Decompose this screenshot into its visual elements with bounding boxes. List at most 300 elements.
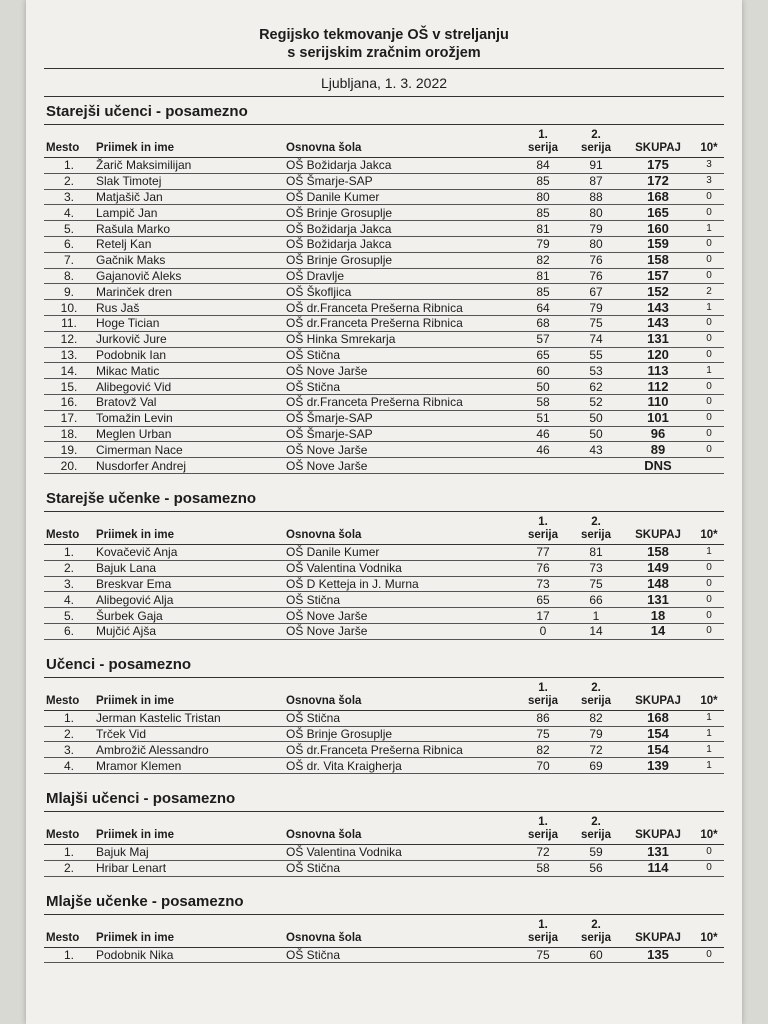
cell-ten: 1 (694, 758, 724, 774)
cell-mesto: 14. (44, 363, 94, 379)
table-row (44, 592, 724, 608)
cell-ten: 0 (694, 623, 724, 639)
cell-name: Retelj Kan (94, 236, 284, 252)
table-row (44, 560, 724, 576)
cell-name: Podobnik Ian (94, 347, 284, 363)
cell-name: Mikac Matic (94, 363, 284, 379)
cell-serija-1: 80 (516, 189, 570, 205)
table-row (44, 726, 724, 742)
cell-name: Gajanovič Aleks (94, 268, 284, 284)
cell-total: 158 (622, 544, 694, 560)
cell-mesto: 5. (44, 221, 94, 237)
table-row (44, 442, 724, 458)
table-row (44, 173, 724, 189)
cell-total: 160 (622, 221, 694, 237)
cell-ten (694, 458, 724, 474)
cell-serija-2: 60 (570, 947, 622, 963)
cell-name: Marinček dren (94, 284, 284, 300)
cell-ten: 0 (694, 189, 724, 205)
table-row (44, 189, 724, 205)
header-total: SKUPAJ (622, 812, 694, 845)
table-row (44, 758, 724, 774)
cell-name: Ambrožič Alessandro (94, 742, 284, 758)
cell-serija-1: 0 (516, 623, 570, 639)
cell-serija-1: 85 (516, 284, 570, 300)
cell-total: 175 (622, 158, 694, 174)
cell-mesto: 2. (44, 860, 94, 876)
header-serija-1-number: 1. (538, 681, 548, 694)
cell-serija-1: 75 (516, 947, 570, 963)
cell-total: DNS (622, 458, 694, 474)
cell-ten: 0 (694, 394, 724, 410)
cell-serija-1: 76 (516, 560, 570, 576)
cell-serija-2: 76 (570, 268, 622, 284)
header-serija-2-number: 2. (591, 681, 601, 694)
cell-ten: 0 (694, 426, 724, 442)
table-header-row (44, 512, 724, 545)
results-section (44, 887, 724, 964)
results-table (44, 678, 724, 774)
results-sections (26, 97, 742, 963)
cell-serija-1: 65 (516, 592, 570, 608)
place-date: Ljubljana, 1. 3. 2022 (320, 75, 448, 91)
table-row (44, 394, 724, 410)
header-ten: 10* (694, 125, 724, 158)
cell-total: 114 (622, 860, 694, 876)
header-serija-2 (570, 915, 622, 948)
cell-mesto: 2. (44, 726, 94, 742)
cell-serija-1: 17 (516, 608, 570, 624)
cell-total: 113 (622, 363, 694, 379)
cell-serija-1: 86 (516, 710, 570, 726)
cell-total: 158 (622, 252, 694, 268)
cell-serija-1: 73 (516, 576, 570, 592)
cell-mesto: 8. (44, 268, 94, 284)
table-row (44, 379, 724, 395)
cell-ten: 0 (694, 315, 724, 331)
header-school: Osnovna šola (284, 125, 516, 158)
cell-school: OŠ Božidarja Jakca (284, 158, 516, 174)
section-title: Mlajše učenke - posamezno (44, 887, 724, 915)
header-serija-2-word: serija (580, 828, 612, 841)
cell-total: 135 (622, 947, 694, 963)
cell-mesto: 1. (44, 947, 94, 963)
header-serija-1 (516, 915, 570, 948)
cell-serija-2: 75 (570, 576, 622, 592)
cell-school: OŠ Brinje Grosuplje (284, 726, 516, 742)
header-serija-1-word: serija (527, 931, 559, 944)
cell-ten: 1 (694, 300, 724, 316)
header-serija-1-number: 1. (538, 129, 548, 141)
cell-serija-1: 46 (516, 426, 570, 442)
table-row (44, 860, 724, 876)
title-line-2: s serijskim zračnim orožjem (287, 45, 481, 61)
cell-school: OŠ Nove Jarše (284, 363, 516, 379)
cell-mesto: 15. (44, 379, 94, 395)
cell-serija-1: 77 (516, 544, 570, 560)
cell-name: Slak Timotej (94, 173, 284, 189)
cell-ten: 0 (694, 205, 724, 221)
header-serija-1 (516, 812, 570, 845)
header-name: Priimek in ime (94, 812, 284, 845)
cell-ten: 1 (694, 742, 724, 758)
cell-name: Šurbek Gaja (94, 608, 284, 624)
cell-mesto: 3. (44, 742, 94, 758)
cell-ten: 0 (694, 442, 724, 458)
header-school: Osnovna šola (284, 678, 516, 711)
header-serija-1 (516, 512, 570, 545)
table-row (44, 608, 724, 624)
table-header-row (44, 812, 724, 845)
results-section (44, 650, 724, 774)
cell-total: 143 (622, 300, 694, 316)
cell-serija-1: 85 (516, 205, 570, 221)
cell-ten: 0 (694, 860, 724, 876)
cell-serija-2: 55 (570, 347, 622, 363)
table-header-row (44, 915, 724, 948)
cell-serija-2: 62 (570, 379, 622, 395)
cell-total: 168 (622, 189, 694, 205)
cell-mesto: 20. (44, 458, 94, 474)
results-table (44, 812, 724, 877)
header-serija-1-word: serija (527, 694, 559, 707)
cell-mesto: 4. (44, 592, 94, 608)
cell-name: Matjašič Jan (94, 189, 284, 205)
cell-school: OŠ Šmarje-SAP (284, 173, 516, 189)
cell-school: OŠ Stična (284, 947, 516, 963)
cell-total: 159 (622, 236, 694, 252)
cell-ten: 1 (694, 363, 724, 379)
cell-mesto: 6. (44, 623, 94, 639)
header-ten: 10* (694, 678, 724, 711)
table-row (44, 544, 724, 560)
cell-name: Podobnik Nika (94, 947, 284, 963)
header-total: SKUPAJ (622, 512, 694, 545)
cell-mesto: 2. (44, 173, 94, 189)
cell-ten: 0 (694, 560, 724, 576)
cell-serija-2: 43 (570, 442, 622, 458)
cell-total: 96 (622, 426, 694, 442)
title-line-1: Regijsko tekmovanje OŠ v streljanju (259, 27, 509, 43)
header-mesto: Mesto (44, 125, 94, 158)
table-row (44, 158, 724, 174)
header-school: Osnovna šola (284, 915, 516, 948)
cell-name: Bajuk Maj (94, 844, 284, 860)
cell-total: 14 (622, 623, 694, 639)
cell-mesto: 3. (44, 189, 94, 205)
cell-total: 168 (622, 710, 694, 726)
cell-school: OŠ Valentina Vodnika (284, 560, 516, 576)
cell-serija-2 (570, 458, 622, 474)
cell-mesto: 11. (44, 315, 94, 331)
document-title (26, 26, 742, 62)
cell-serija-1: 64 (516, 300, 570, 316)
cell-serija-2: 80 (570, 236, 622, 252)
section-gap (26, 640, 742, 650)
cell-total: 148 (622, 576, 694, 592)
results-sheet (26, 0, 742, 1024)
cell-serija-1: 70 (516, 758, 570, 774)
header-serija-2-number: 2. (591, 129, 601, 141)
table-row (44, 410, 724, 426)
cell-ten: 0 (694, 844, 724, 860)
cell-total: 131 (622, 844, 694, 860)
table-row (44, 268, 724, 284)
cell-ten: 0 (694, 576, 724, 592)
cell-name: Tomažin Levin (94, 410, 284, 426)
table-row (44, 284, 724, 300)
header-serija-2-word: serija (580, 694, 612, 707)
table-row (44, 252, 724, 268)
cell-total: 157 (622, 268, 694, 284)
cell-serija-2: 74 (570, 331, 622, 347)
cell-serija-2: 56 (570, 860, 622, 876)
cell-name: Bajuk Lana (94, 560, 284, 576)
header-serija-2 (570, 125, 622, 158)
results-section (44, 784, 724, 877)
cell-school: OŠ Brinje Grosuplje (284, 205, 516, 221)
cell-total: 101 (622, 410, 694, 426)
cell-school: OŠ Šmarje-SAP (284, 426, 516, 442)
cell-school: OŠ Stična (284, 592, 516, 608)
section-gap (26, 774, 742, 784)
cell-total: 112 (622, 379, 694, 395)
cell-serija-1: 82 (516, 742, 570, 758)
cell-mesto: 5. (44, 608, 94, 624)
header-mesto: Mesto (44, 678, 94, 711)
cell-mesto: 16. (44, 394, 94, 410)
cell-serija-2: 81 (570, 544, 622, 560)
cell-mesto: 6. (44, 236, 94, 252)
cell-mesto: 18. (44, 426, 94, 442)
cell-mesto: 1. (44, 158, 94, 174)
cell-name: Cimerman Nace (94, 442, 284, 458)
cell-serija-1: 75 (516, 726, 570, 742)
cell-ten: 1 (694, 544, 724, 560)
cell-school: OŠ Danile Kumer (284, 189, 516, 205)
cell-name: Alibegović Vid (94, 379, 284, 395)
cell-mesto: 17. (44, 410, 94, 426)
cell-name: Mramor Klemen (94, 758, 284, 774)
cell-mesto: 1. (44, 544, 94, 560)
table-row (44, 205, 724, 221)
cell-serija-1: 65 (516, 347, 570, 363)
cell-school: OŠ Stična (284, 710, 516, 726)
cell-serija-1: 50 (516, 379, 570, 395)
cell-serija-2: 59 (570, 844, 622, 860)
cell-serija-2: 14 (570, 623, 622, 639)
header-total: SKUPAJ (622, 678, 694, 711)
table-row (44, 458, 724, 474)
header-serija-1-number: 1. (538, 515, 548, 528)
header-serija-1-word: serija (527, 142, 559, 154)
cell-mesto: 4. (44, 758, 94, 774)
table-row (44, 844, 724, 860)
cell-name: Nusdorfer Andrej (94, 458, 284, 474)
cell-serija-1 (516, 458, 570, 474)
cell-mesto: 19. (44, 442, 94, 458)
section-title: Učenci - posamezno (44, 650, 724, 678)
cell-ten: 1 (694, 221, 724, 237)
header-serija-2 (570, 812, 622, 845)
cell-total: 18 (622, 608, 694, 624)
cell-name: Hribar Lenart (94, 860, 284, 876)
cell-serija-2: 52 (570, 394, 622, 410)
table-row (44, 710, 724, 726)
cell-serija-2: 87 (570, 173, 622, 189)
cell-ten: 2 (694, 284, 724, 300)
header-name: Priimek in ime (94, 678, 284, 711)
cell-total: 139 (622, 758, 694, 774)
cell-name: Trček Vid (94, 726, 284, 742)
cell-ten: 0 (694, 947, 724, 963)
cell-serija-1: 82 (516, 252, 570, 268)
section-gap (26, 474, 742, 484)
table-row (44, 221, 724, 237)
cell-mesto: 1. (44, 844, 94, 860)
header-name: Priimek in ime (94, 915, 284, 948)
header-school: Osnovna šola (284, 512, 516, 545)
cell-ten: 1 (694, 726, 724, 742)
cell-mesto: 3. (44, 576, 94, 592)
cell-school: OŠ Danile Kumer (284, 544, 516, 560)
cell-ten: 0 (694, 268, 724, 284)
cell-school: OŠ Stična (284, 860, 516, 876)
table-header-row (44, 678, 724, 711)
results-section (44, 484, 724, 640)
cell-ten: 3 (694, 173, 724, 189)
header-serija-2-number: 2. (591, 515, 601, 528)
table-row (44, 576, 724, 592)
header-serija-1-word: serija (527, 828, 559, 841)
cell-serija-2: 53 (570, 363, 622, 379)
cell-mesto: 10. (44, 300, 94, 316)
cell-total: 149 (622, 560, 694, 576)
cell-serija-1: 81 (516, 268, 570, 284)
header-total: SKUPAJ (622, 915, 694, 948)
header-ten: 10* (694, 812, 724, 845)
cell-mesto: 9. (44, 284, 94, 300)
section-title: Mlajši učenci - posamezno (44, 784, 724, 812)
cell-ten: 0 (694, 331, 724, 347)
cell-name: Meglen Urban (94, 426, 284, 442)
header-mesto: Mesto (44, 915, 94, 948)
header-serija-2-number: 2. (591, 815, 601, 828)
cell-school: OŠ Nove Jarše (284, 442, 516, 458)
cell-ten: 3 (694, 158, 724, 174)
cell-total: 110 (622, 394, 694, 410)
cell-serija-2: 79 (570, 726, 622, 742)
table-row (44, 236, 724, 252)
header-name: Priimek in ime (94, 125, 284, 158)
cell-name: Jurkovič Jure (94, 331, 284, 347)
cell-name: Breskvar Ema (94, 576, 284, 592)
cell-school: OŠ Brinje Grosuplje (284, 252, 516, 268)
cell-school: OŠ Božidarja Jakca (284, 236, 516, 252)
header-serija-1-word: serija (527, 528, 559, 541)
cell-total: 120 (622, 347, 694, 363)
cell-serija-1: 72 (516, 844, 570, 860)
header-serija-2-word: serija (580, 931, 612, 944)
cell-serija-1: 58 (516, 394, 570, 410)
cell-name: Kovačevič Anja (94, 544, 284, 560)
header-serija-1 (516, 678, 570, 711)
cell-serija-2: 69 (570, 758, 622, 774)
cell-serija-2: 91 (570, 158, 622, 174)
header-serija-2-number: 2. (591, 918, 601, 931)
cell-school: OŠ dr.Franceta Prešerna Ribnica (284, 300, 516, 316)
header-serija-2 (570, 678, 622, 711)
cell-school: OŠ dr.Franceta Prešerna Ribnica (284, 315, 516, 331)
section-gap (26, 877, 742, 887)
section-title: Starejši učenci - posamezno (44, 97, 724, 125)
cell-serija-1: 58 (516, 860, 570, 876)
table-row (44, 426, 724, 442)
header-serija-1-number: 1. (538, 815, 548, 828)
cell-ten: 0 (694, 608, 724, 624)
table-row (44, 331, 724, 347)
results-table (44, 915, 724, 964)
cell-school: OŠ Hinka Smrekarja (284, 331, 516, 347)
header-ten: 10* (694, 512, 724, 545)
cell-name: Žarič Maksimilijan (94, 158, 284, 174)
cell-name: Jerman Kastelic Tristan (94, 710, 284, 726)
cell-serija-1: 79 (516, 236, 570, 252)
header-serija-1-number: 1. (538, 918, 548, 931)
section-title: Starejše učenke - posamezno (44, 484, 724, 512)
cell-name: Mujčić Ajša (94, 623, 284, 639)
cell-school: OŠ D Ketteja in J. Murna (284, 576, 516, 592)
cell-ten: 0 (694, 236, 724, 252)
cell-school: OŠ Valentina Vodnika (284, 844, 516, 860)
header-serija-2-word: serija (580, 528, 612, 541)
cell-name: Alibegović Alja (94, 592, 284, 608)
cell-school: OŠ Škofljica (284, 284, 516, 300)
cell-serija-2: 76 (570, 252, 622, 268)
cell-serija-1: 84 (516, 158, 570, 174)
cell-serija-1: 46 (516, 442, 570, 458)
cell-name: Rus Jaš (94, 300, 284, 316)
results-section (44, 97, 724, 474)
cell-school: OŠ Nove Jarše (284, 458, 516, 474)
cell-total: 89 (622, 442, 694, 458)
cell-school: OŠ Nove Jarše (284, 623, 516, 639)
cell-serija-1: 81 (516, 221, 570, 237)
cell-total: 165 (622, 205, 694, 221)
cell-school: OŠ dr.Franceta Prešerna Ribnica (284, 742, 516, 758)
header-mesto: Mesto (44, 512, 94, 545)
cell-ten: 0 (694, 592, 724, 608)
cell-mesto: 1. (44, 710, 94, 726)
cell-ten: 0 (694, 347, 724, 363)
header-serija-2-word: serija (580, 142, 612, 154)
cell-school: OŠ Stična (284, 379, 516, 395)
cell-school: OŠ Stična (284, 347, 516, 363)
cell-serija-1: 60 (516, 363, 570, 379)
header-school: Osnovna šola (284, 812, 516, 845)
cell-school: OŠ dr. Vita Kraigherja (284, 758, 516, 774)
header-mesto: Mesto (44, 812, 94, 845)
header-serija-1 (516, 125, 570, 158)
cell-serija-2: 79 (570, 300, 622, 316)
table-row (44, 623, 724, 639)
cell-ten: 0 (694, 252, 724, 268)
cell-serija-2: 50 (570, 410, 622, 426)
cell-ten: 0 (694, 410, 724, 426)
header-total: SKUPAJ (622, 125, 694, 158)
table-row (44, 742, 724, 758)
cell-ten: 0 (694, 379, 724, 395)
